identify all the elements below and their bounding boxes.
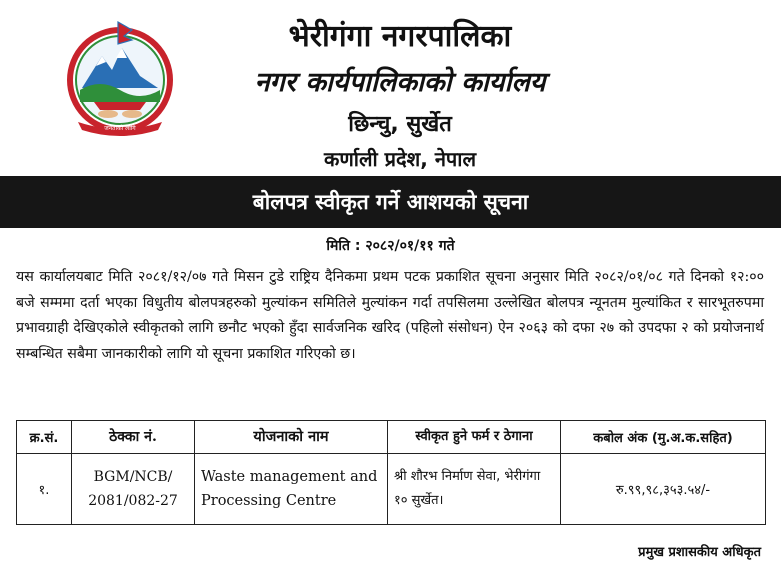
table-row <box>17 454 766 525</box>
notice-title: बोलपत्र स्वीकृत गर्ने आशयको सूचना <box>0 176 781 228</box>
header-project-name: योजनाको नाम <box>195 421 388 454</box>
cell-contract-number: BGM/NCB/ 2081/082-27 <box>72 454 195 525</box>
cell-firm-address: श्री शौरभ निर्माण सेवा, भेरीगंगा १० सुर्खेत। <box>388 454 561 525</box>
cell-project-name: Waste management and Processing Centre <box>195 454 388 525</box>
municipality-name: भेरीगंगा नगरपालिका <box>288 19 512 54</box>
header-firm-address: स्वीकृत हुने फर्म र ठेगाना <box>388 421 561 454</box>
notice-date: मिति : २०८२/०१/११ गते <box>326 238 455 254</box>
header-serial-number: क्र.सं. <box>17 421 72 454</box>
office-location: छिन्चु, सुर्खेत <box>348 112 452 137</box>
office-name: नगर कार्यपालिकाको कार्यालय <box>254 67 546 98</box>
table-header-row <box>17 421 766 454</box>
header-contract-number: ठेक्का नं. <box>72 421 195 454</box>
cell-serial-number: १. <box>17 454 72 525</box>
government-emblem-icon <box>60 18 180 136</box>
signatory-title: प्रमुख प्रशासकीय अधिकृत <box>638 545 761 560</box>
header-bid-amount: कबोल अंक (मु.अ.क.सहित) <box>561 421 766 454</box>
province-name: कर्णाली प्रदेश, नेपाल <box>323 147 477 171</box>
cell-bid-amount: रु.९९,९८,३५३.५४/- <box>561 454 766 525</box>
notice-body: यस कार्यालयबाट मिति २०८१/१२/०७ गते मिसन टुडे राष्ट्रिय दैनिकमा प्रथम पटक प्रकाशित सूचना अनुसार मिति २०८२/०१/०८ गते दिनको १२:०० बजे सम्ममा दर्ता भएका विधुतीय बोलपत्रहरुको मुल्यांकन समितिले मुल्यांकन गर्दा तपसिलमा उल्लेखित बोलपत्र न्यूनतम मुल्यांकित र सारभूतरुपमा प्रभावग्राही देखिएकोले स्वीकृतको लागि छनौट भएको हुँदा सार्वजनिक खरिद (पहिलो संसोधन) ऐन २०६३ को दफा २७ को उपदफा २ को प्रयोजनार्थ सम्बन्धित सबैमा जानकारीको लागि यो सूचना प्रकाशित गरिएको छ। <box>16 269 764 362</box>
letterhead <box>0 0 781 175</box>
tender-table <box>16 420 766 525</box>
emblem-motto: जनताको लागि <box>104 125 136 132</box>
